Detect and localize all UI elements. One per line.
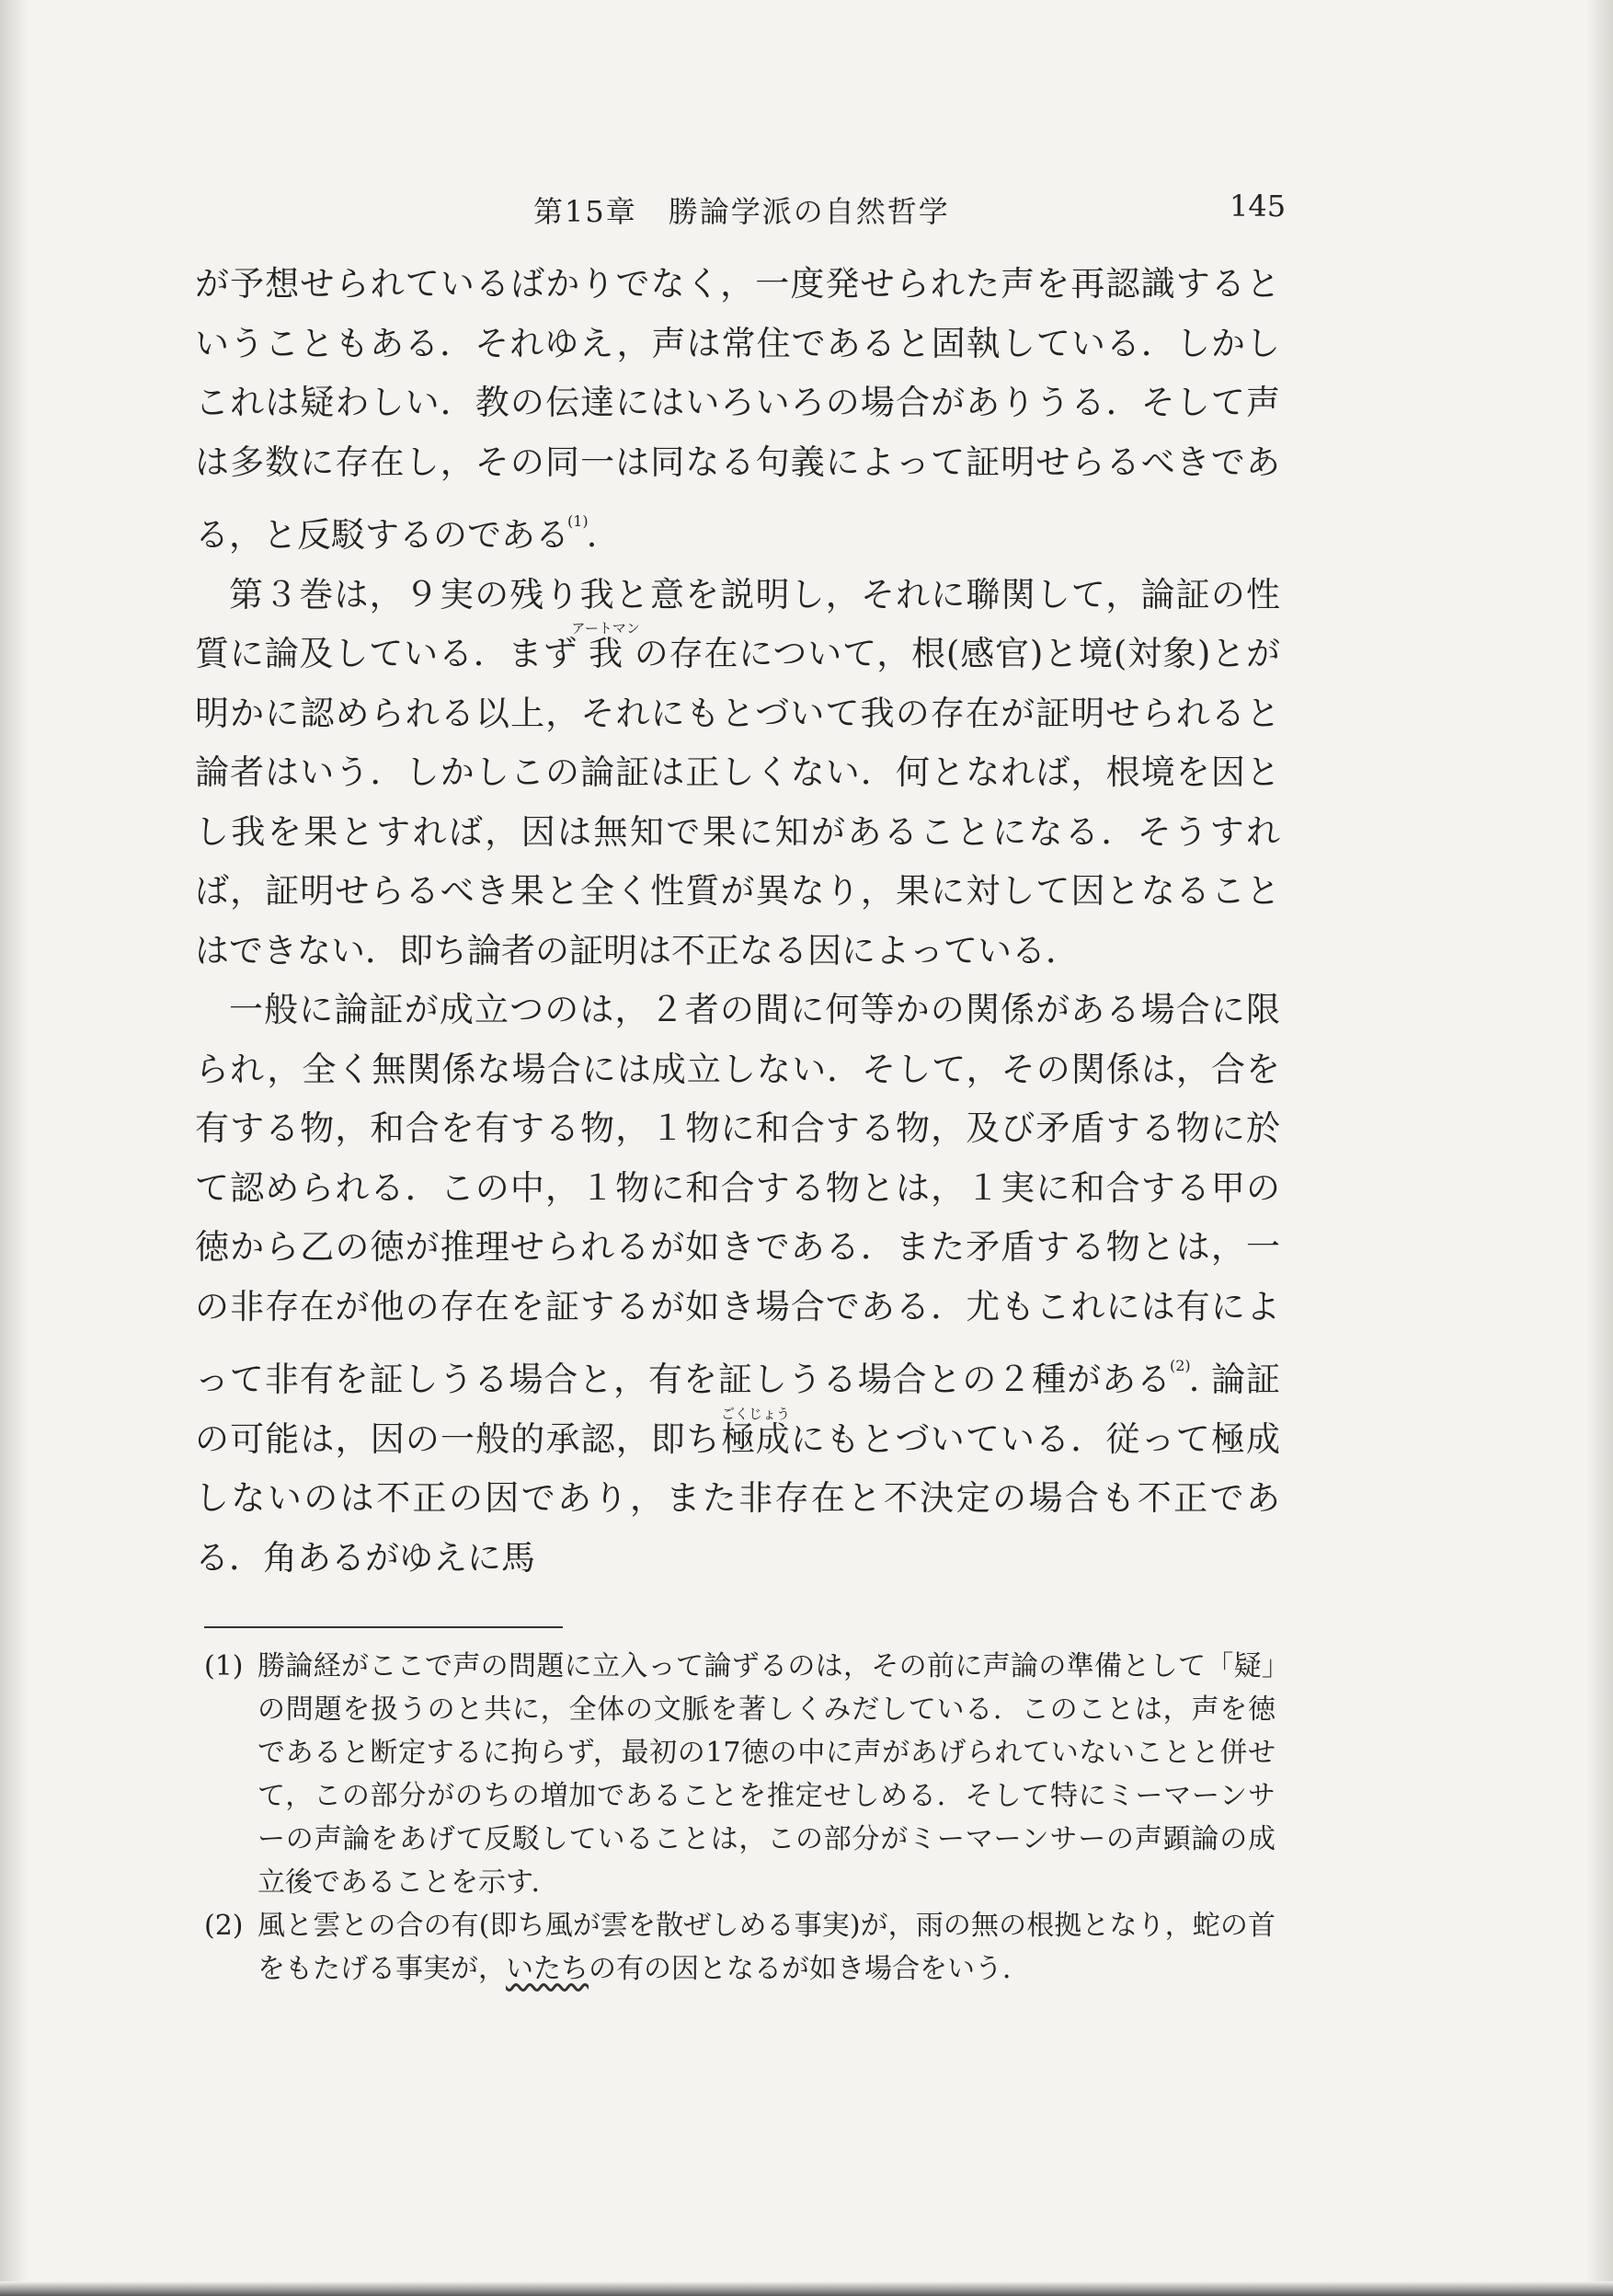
paragraph-3-text-a: 一般に論証が成立つのは，２者の間に何等かの関係がある場合に限られ，全く無関係な場合には成立しない．そして，その関係は，合を有する物，和合を有する物，１物に和合する物，及び矛盾する物に於て認められる．この中，１物に和合する物とは，１実に和合する甲の徳から乙の徳が推理せられるが如きである．また矛盾する物とは，一の非存在が他の存在を証するが如き場合である．尤もこれには有によって非有を証しうる場合と，有を証しうる場合との２種がある (195, 990, 1280, 1399)
paragraph-1 (195, 255, 1280, 566)
footnote-2-text-b: の有の因となるが如き場合をいう． (589, 1953, 1030, 1985)
paragraph-2 (195, 566, 1280, 982)
footnotes (204, 1645, 1276, 1991)
footnote-divider (204, 1626, 563, 1628)
footnote-2-wavy-underlined: いたち (506, 1953, 589, 1985)
paragraph-3 (195, 981, 1280, 1588)
paragraph-2-text-a: 第３巻は，９実の残り我と意を説明し，それに聯関して，論証の性質に論及している．まず (195, 574, 1280, 673)
ruby-gokujou-reading: ごくじょう (720, 1405, 790, 1422)
footnote-ref-2: (2) (1169, 1357, 1191, 1374)
page-edge-bottom (0, 2281, 1613, 2296)
running-header: 第15章 勝論学派の自然哲学 (533, 194, 950, 229)
paragraph-3-text-b: . 論証の可能は，因の一般的承認，即ち (195, 1360, 1281, 1459)
page-edge-right (1585, 0, 1613, 2296)
paragraph-3-text-c: にもとづいている．従って極成しないのは不正の因であり，また非存在と不決定の場合も不正である．角あるがゆえに馬 (195, 1418, 1280, 1578)
footnote-2 (204, 1904, 1276, 1991)
footnote-1-text: 勝論経がここで声の問題に立入って論ずるのは，その前に声論の準備として「疑」の問題を扱うのと共に，全体の文脈を著しくみだしている．このことは，声を徳であると断定するに拘らず，最初の17徳の中に声があげられていないことと併せて，この部分がのちの増加であることを推定せしめる．そして特にミーマーンサーの声論をあげて反駁していることは，この部分がミーマーンサーの声顕論の成立後であることを示す． (257, 1650, 1276, 1899)
ruby-atman (571, 620, 640, 673)
footnote-1 (204, 1645, 1276, 1904)
page-edge-left (0, 0, 28, 2296)
ruby-gokujou-base: 極成 (720, 1418, 790, 1459)
footnote-ref-1: (1) (567, 512, 589, 530)
ruby-gokujou (720, 1405, 790, 1459)
footnote-2-mark: (2) (204, 1910, 244, 1942)
paragraph-1-end: . (586, 515, 598, 555)
paragraph-1-text: が予想せられているばかりでなく，一度発せられた声を再認識するということもある．それゆえ，声は常住であると固執している．しかしこれは疑わしい．教の伝達にはいろいろの場合がありうる．そして声は多数に存在し，その同一は同なる句義によって証明せらるべきである，と反駁するのである (195, 264, 1280, 555)
ruby-atman-reading: アートマン (571, 620, 640, 637)
footnote-1-mark: (1) (204, 1650, 244, 1682)
paragraph-2-text-b: の存在について，根(感官)と境(対象)とが明かに認められる以上，それにもとづいて我の存在が証明せられると論者はいう．しかしこの論証は正しくない．何となれば，根境を因とし我を果とすれば，因は無知で果に知があることになる．そうすれば，証明せらるべき果と全く性質が異なり，果に対して因となることはできない．即ち論者の証明は不正なる因によっている． (195, 634, 1280, 970)
ruby-atman-base: 我 (571, 634, 640, 673)
page-number: 145 (1230, 189, 1287, 224)
footnote-2-text-a: 風と雲との合の有(即ち風が雲を散ぜしめる事実)が，雨の無の根拠となり，蛇の首をもたげる事実が， (257, 1910, 1276, 1985)
main-text (195, 255, 1280, 1588)
